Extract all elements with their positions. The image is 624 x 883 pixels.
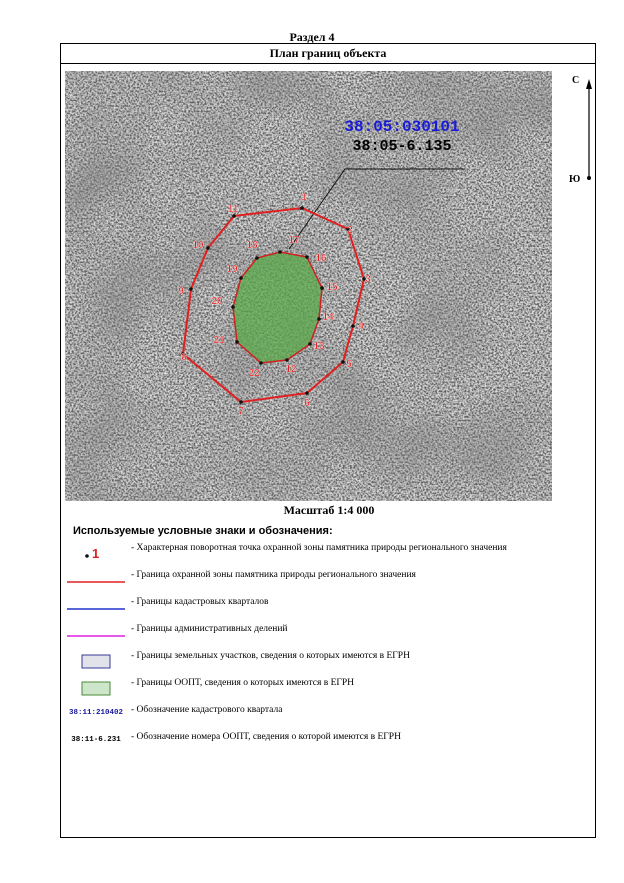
zone-vertex xyxy=(341,360,345,364)
oopt-vertex xyxy=(235,340,239,344)
oopt-vertex-label: 15 xyxy=(326,282,338,293)
legend-item xyxy=(61,624,597,646)
section-title: Раздел 4 xyxy=(289,30,335,44)
scale-label: Масштаб 1:4 000 xyxy=(283,503,375,517)
legend-symbol xyxy=(65,624,127,646)
oopt-vertex xyxy=(278,250,282,254)
oopt-vertex xyxy=(231,305,235,309)
zone-vertex xyxy=(239,400,243,404)
oopt-vertex xyxy=(285,358,289,362)
legend-symbol xyxy=(65,570,127,592)
zone-vertex-label: 9 xyxy=(178,286,184,297)
legend-symbol xyxy=(65,732,127,754)
legend-symbol xyxy=(65,543,127,565)
oopt-vertex-label: 16 xyxy=(315,253,327,264)
south-label: Ю xyxy=(569,174,581,185)
legend-point-number: 1 xyxy=(92,546,100,561)
map-canvas xyxy=(65,71,552,501)
zone-vertex xyxy=(300,206,304,210)
oopt-vertex-label: 20 xyxy=(211,296,223,307)
oopt-vertex-label: 12 xyxy=(285,364,297,375)
oopt-vertex xyxy=(259,361,263,365)
zone-vertex xyxy=(305,391,309,395)
oopt-vertex xyxy=(308,342,312,346)
legend-item xyxy=(61,651,597,673)
oopt-vertex-label: 19 xyxy=(226,264,238,275)
legend-code-sample: 38:11:210402 xyxy=(68,709,123,717)
legend-description: - Обозначение номера ООПТ, сведения о которой имеются в ЕГРН xyxy=(131,732,401,742)
north-label: С xyxy=(572,75,580,86)
zone-vertex xyxy=(351,324,355,328)
legend-description: - Граница охранной зоны памятника природы регионального значения xyxy=(131,570,416,580)
legend-item xyxy=(61,570,597,592)
legend-description: - Обозначение кадастрового квартала xyxy=(131,705,283,715)
zone-vertex-label: 2 xyxy=(347,225,353,236)
legend-title: Используемые условные знаки и обозначения: xyxy=(73,525,333,537)
legend-description: - Границы административных делений xyxy=(131,624,288,634)
zone-vertex-label: 7 xyxy=(238,406,244,417)
zone-vertex-label: 6 xyxy=(304,398,310,409)
plan-frame xyxy=(60,43,596,838)
legend-description: - Характерная поворотная точка охранной зоны памятника природы регионального значения xyxy=(131,543,507,553)
zone-vertex-label: 5 xyxy=(346,359,352,370)
oopt-vertex-label: 13 xyxy=(313,341,325,352)
legend-item xyxy=(61,732,597,754)
legend-symbol xyxy=(65,597,127,619)
legend-item xyxy=(61,597,597,619)
oopt-vertex xyxy=(317,317,321,321)
zone-vertex-label: 3 xyxy=(365,274,371,285)
zone-vertex-label: 1 xyxy=(301,192,307,203)
zone-vertex-label: 8 xyxy=(181,352,187,363)
zone-vertex-label: 11 xyxy=(227,204,239,215)
legend-description: - Границы кадастровых кварталов xyxy=(131,597,269,607)
oopt-number-label: 38:05-6.135 xyxy=(352,138,452,155)
zone-vertex-label: 4 xyxy=(358,321,364,332)
north-arrow xyxy=(566,71,596,221)
oopt-vertex xyxy=(320,286,324,290)
zone-vertex xyxy=(189,287,193,291)
legend-code-sample: 38:11-6.231 xyxy=(71,736,121,744)
oopt-vertex-label: 17 xyxy=(288,235,300,246)
legend-item xyxy=(61,543,597,565)
legend-symbol xyxy=(65,678,127,700)
oopt-vertex-label: 14 xyxy=(322,312,334,323)
plan-title: План границ объекта xyxy=(61,44,595,64)
oopt-vertex-label: 18 xyxy=(246,240,258,251)
oopt-vertex xyxy=(255,256,259,260)
legend-item xyxy=(61,678,597,700)
oopt-vertex xyxy=(239,276,243,280)
legend-description: - Границы земельных участков, сведения о которых имеются в ЕГРН xyxy=(131,651,410,661)
legend-description: - Границы ООПТ, сведения о которых имеются в ЕГРН xyxy=(131,678,355,688)
zone-vertex xyxy=(206,246,210,250)
oopt-vertex-label: 22 xyxy=(248,368,260,379)
legend-item xyxy=(61,705,597,727)
cadastral-quarter-label: 38:05:030101 xyxy=(344,118,460,136)
legend-symbol xyxy=(65,705,127,727)
legend-symbol xyxy=(65,651,127,673)
oopt-vertex xyxy=(305,255,309,259)
zone-vertex-label: 10 xyxy=(192,240,204,251)
oopt-vertex-label: 21 xyxy=(213,335,225,346)
